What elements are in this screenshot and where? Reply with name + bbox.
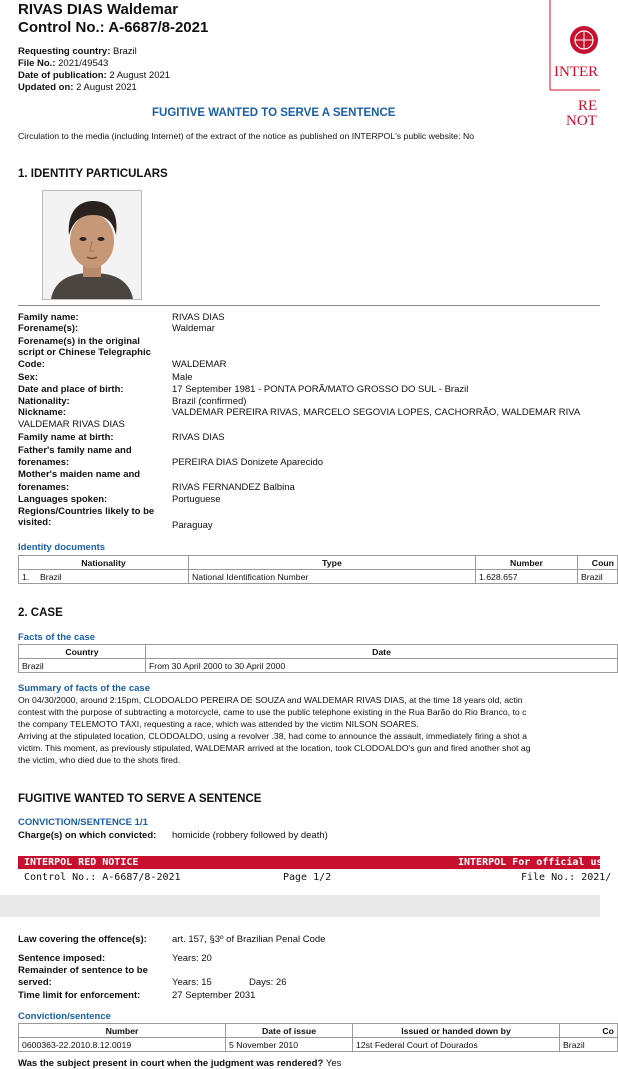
field-label: served:: [18, 977, 52, 988]
control-number: Control No.: A-6687/8-2021: [18, 19, 209, 36]
summary-heading: Summary of facts of the case: [18, 683, 150, 694]
subject-name: RIVAS DIAS Waldemar: [18, 1, 179, 18]
table-row: [19, 659, 618, 673]
cell: Brazil: [19, 659, 146, 673]
identity-docs-heading: Identity documents: [18, 542, 106, 553]
field-label: Nickname:: [18, 407, 67, 418]
summary-line: contest with the purpose of subtracting a motorcycle, came to use the public telephone existing in the Rua Barão do Rio Branco, to c: [18, 707, 527, 717]
field-label: Languages spoken:: [18, 494, 108, 505]
file-number: File No.: 2021/49543: [18, 58, 109, 69]
field-label: Father's family name and: [18, 445, 132, 456]
field-label: Forename(s):: [18, 323, 79, 334]
media-circulation: Circulation to the media (including Internet) of the extract of the notice as published on INTERPOL's public website: No: [18, 131, 475, 141]
identity-divider: [18, 305, 600, 306]
cell: 12st Federal Court of Dourados: [353, 1038, 560, 1052]
col-header: Number: [19, 1024, 226, 1038]
summary-line: Arriving at the stipulated location, CLODOALDO, using a revolver .38, had come to announce the assault, immediately firing a shot a: [18, 731, 527, 741]
case-heading: 2. CASE: [18, 607, 63, 619]
footer-bar-right: INTERPOL For official us: [458, 857, 603, 868]
requesting-country: Requesting country: Brazil: [18, 46, 137, 57]
field-label: Family name at birth:: [18, 432, 114, 443]
cell: 0600363-22.2010.8.12.0019: [19, 1038, 226, 1052]
summary-line: On 04/30/2000, around 2:15pm, CLODOALDO PEREIRA DE SOUZA and WALDEMAR RIVAS DIAS, at the time 18 years old, actin: [18, 695, 523, 705]
field-label: Remainder of sentence to be: [18, 965, 148, 976]
table-row: [19, 1038, 618, 1052]
updated-date: Updated on: 2 August 2021: [18, 82, 137, 93]
field-label: Time limit for enforcement:: [18, 990, 141, 1001]
col-header: Coun: [577, 556, 617, 570]
footer-control: Control No.: A-6687/8-2021: [24, 872, 181, 883]
col-header: Number: [475, 556, 577, 570]
footer-bar-left: INTERPOL RED NOTICE: [24, 857, 139, 868]
red-notice-text-2: NOT: [566, 113, 597, 129]
cell: 5 November 2010: [226, 1038, 353, 1052]
field-value: Waldemar: [172, 323, 215, 334]
summary-line: the victim, who died due to the shots fired.: [18, 755, 181, 765]
col-header: Issued or handed down by: [353, 1024, 560, 1038]
notice-type-title: FUGITIVE WANTED TO SERVE A SENTENCE: [152, 107, 396, 119]
field-label: Sentence imposed:: [18, 953, 106, 964]
field-value: WALDEMAR: [172, 359, 227, 370]
field-label: Family name:: [18, 312, 79, 323]
cell: 1.: [19, 570, 38, 584]
col-header: Date of issue: [226, 1024, 353, 1038]
face-photo-icon: [43, 191, 141, 299]
field-value: Years: 15: [172, 977, 212, 988]
field-value: PEREIRA DIAS Donizete Aparecido: [172, 457, 324, 468]
field-value: 17 September 1981 - PONTA PORÃ/MATO GROSSO DO SUL - Brazil: [172, 384, 469, 395]
field-value: art. 157, §3º of Brazilian Penal Code: [172, 934, 326, 945]
cell: From 30 April 2000 to 30 April 2000: [146, 659, 618, 673]
facts-table: [18, 644, 618, 673]
field-value: VALDEMAR PEREIRA RIVAS, MARCELO SEGOVIA LOPES, CACHORRÃO, WALDEMAR RIVA: [172, 407, 581, 418]
footer-page: Page 1/2: [283, 872, 332, 883]
col-header: Type: [188, 556, 475, 570]
interpol-logo: [548, 0, 600, 140]
charges-value: homicide (robbery followed by death): [172, 830, 328, 841]
field-value: Male: [172, 372, 193, 383]
charges-label: Charge(s) on which convicted:: [18, 830, 157, 841]
field-value: Years: 20: [172, 953, 212, 964]
subject-photo: [42, 190, 142, 300]
summary-line: victim. This moment, as previously stipulated, WALDEMAR arrived at the location, took CLODOALDO's gun and fired another shot ag: [18, 743, 531, 753]
interpol-wordmark: INTER: [554, 64, 599, 80]
cell: Brazil: [577, 570, 617, 584]
field-label: VALDEMAR RIVAS DIAS: [18, 419, 125, 430]
field-label: visited:: [18, 517, 52, 528]
field-value: Portuguese: [172, 494, 221, 505]
footer-file: File No.: 2021/: [521, 872, 612, 883]
field-label: Forename(s) in the original: [18, 336, 140, 347]
sentence-heading: FUGITIVE WANTED TO SERVE A SENTENCE: [18, 793, 262, 805]
field-value: 27 September 2031: [172, 990, 256, 1001]
field-label: Mother's maiden name and: [18, 469, 141, 480]
table-row: [19, 570, 618, 584]
col-header: Date: [146, 645, 618, 659]
cell: National Identification Number: [188, 570, 475, 584]
summary-line: the company TELEMOTO TÁXI, requesting a race, which was attended by the victim NILSON SOARES.: [18, 719, 419, 729]
facts-heading: Facts of the case: [18, 632, 96, 643]
field-value: Paraguay: [172, 520, 213, 531]
field-label: Code:: [18, 359, 45, 370]
field-label: Nationality:: [18, 396, 70, 407]
identity-heading: 1. IDENTITY PARTICULARS: [18, 168, 168, 180]
identity-docs-table: [18, 555, 618, 584]
presence-question: Was the subject present in court when the judgment was rendered? Yes: [18, 1058, 342, 1069]
field-value: Days: 26: [249, 977, 287, 988]
publication-date: Date of publication: 2 August 2021: [18, 70, 171, 81]
field-value: Brazil (confirmed): [172, 396, 247, 407]
conviction-heading: CONVICTION/SENTENCE 1/1: [18, 817, 148, 828]
field-label: script or Chinese Telegraphic: [18, 347, 151, 358]
col-header: Co: [560, 1024, 618, 1038]
field-value: RIVAS FERNANDEZ Balbina: [172, 482, 295, 493]
col-header: Nationality: [19, 556, 189, 570]
red-notice-text-1: RE: [578, 98, 598, 114]
cell: Brazil: [37, 570, 188, 584]
page-gap: [0, 895, 600, 917]
red-notice-footer-bar: [18, 856, 603, 869]
cell: 1.628.657: [475, 570, 577, 584]
conviction-table: [18, 1023, 618, 1052]
field-label: Regions/Countries likely to be: [18, 506, 155, 517]
field-label: Law covering the offence(s):: [18, 934, 147, 945]
notice-page-2: [0, 917, 614, 1069]
field-value: RIVAS DIAS: [172, 432, 225, 443]
conviction-sentence-heading: Conviction/sentence: [18, 1011, 111, 1022]
field-value: RIVAS DIAS: [172, 312, 225, 323]
cell: Brazil: [560, 1038, 618, 1052]
field-label: Date and place of birth:: [18, 384, 124, 395]
field-label: forenames:: [18, 482, 70, 493]
field-label: forenames:: [18, 457, 70, 468]
col-header: Country: [19, 645, 146, 659]
field-label: Sex:: [18, 372, 39, 383]
